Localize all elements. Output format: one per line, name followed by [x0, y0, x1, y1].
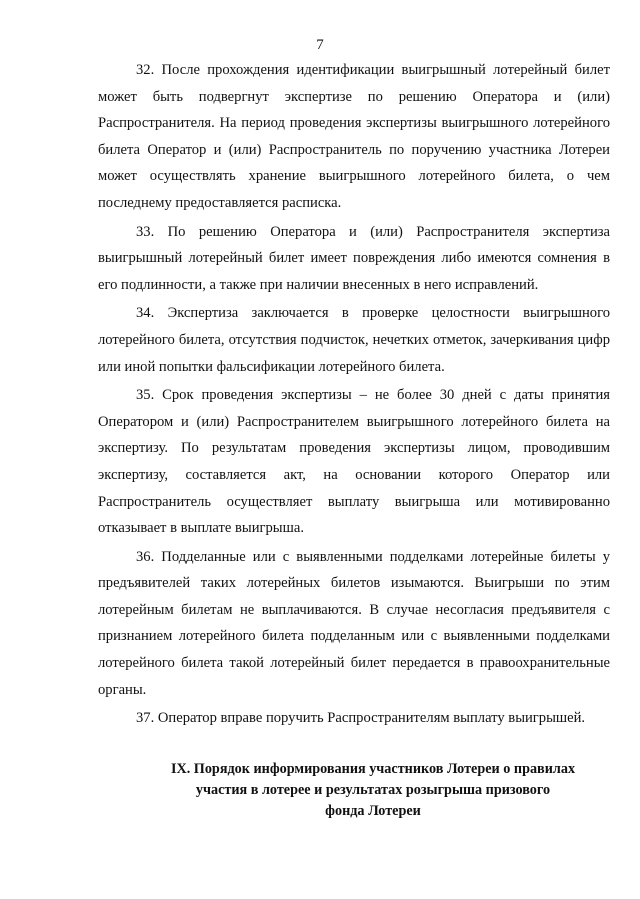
section-heading — [98, 759, 610, 822]
paragraph-34: 34. Экспертиза заключается в проверке целостности выигрышного лотерейного билета, отсутствия подчисток, нечетких отметок, зачеркивания цифр или иной попытки фальсификации лотерейного билета. — [98, 305, 610, 375]
section-heading-line: фонда Лотереи — [325, 802, 421, 819]
paragraph-33: 33. По решению Оператора и (или) Распространителя экспертиза выигрышный лотерейный билет имеет повреждения либо имеются сомнения в его подлинности, а также при наличии внесенных в него исправлений. — [98, 223, 610, 293]
paragraph-35: 35. Срок проведения экспертизы – не более 30 дней с даты принятия Оператором и (или) Распространителем выигрышного лотерейного билета на экспертизу. По результатам проведения экспертизы лицом, проводившим экспертизу, составляется акт, на основании которого Оператор или Распространитель осуществляет выплату выигрыша или мотивированно отказывает в выплате выигрыша. — [98, 387, 610, 537]
paragraph-36: 36. Подделанные или с выявленными подделками лотерейные билеты у предъявителей таких лотерейных билетов изымаются. Выигрыши по этим лотерейным билетам не выплачиваются. В случае несогласия предъявителя с признанием лотерейного билета подделанным или с выявленными подделками лотерейного билета такой лотерейный билет передается в правоохранительные органы. — [98, 548, 610, 698]
page-number: 7 — [316, 37, 324, 53]
section-heading-line: IX. Порядок информирования участников Лотереи о правилах — [170, 760, 576, 777]
section-heading-line: участия в лотерее и результатах розыгрыша призового — [195, 781, 551, 798]
document-body — [98, 57, 610, 822]
paragraph-32: 32. После прохождения идентификации выигрышный лотерейный билет может быть подвергнут экспертизе по решению Оператора и (или) Распространителя. На период проведения экспертизы выигрышного лотерейного билета Оператор и (или) Распространитель по поручению участника Лотереи может осуществлять хранение выигрышного лотерейного билета, о чем последнему предоставляется расписка. — [98, 62, 610, 211]
paragraph-37: 37. Оператор вправе поручить Распространителям выплату выигрышей. — [136, 710, 586, 727]
